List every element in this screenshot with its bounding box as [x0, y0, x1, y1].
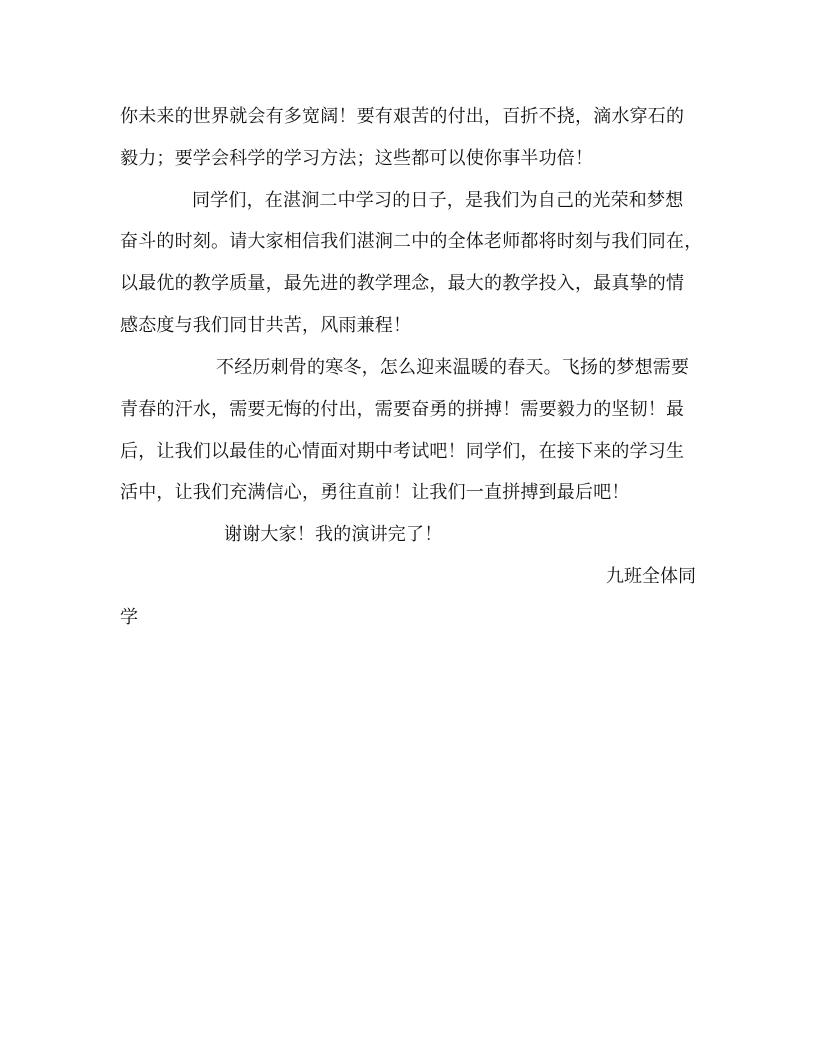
signature-line: 九班全体同	[606, 566, 696, 587]
paragraph-line-1: 你未来的世界就会有多宽阔！要有艰苦的付出，百折不挠，滴水穿石的	[120, 106, 685, 127]
signature-continuation: 学	[120, 607, 139, 628]
paragraph-line-3: 同学们，在湛涧二中学习的日子，是我们为自己的光荣和梦想	[192, 190, 684, 211]
paragraph-line-4: 奋斗的时刻。请大家相信我们湛涧二中的全体老师都将时刻与我们同在，	[120, 231, 703, 252]
paragraph-line-2: 毅力；要学会科学的学习方法；这些都可以使你事半功倍！	[120, 148, 594, 169]
closing-line: 谢谢大家！我的演讲完了！	[224, 524, 443, 545]
paragraph-line-9: 后，让我们以最佳的心情面对期中考试吧！同学们，在接下来的学习生	[120, 441, 685, 462]
paragraph-line-5: 以最优的教学质量，最先进的教学理念，最大的教学投入，最真挚的情	[120, 273, 685, 294]
paragraph-line-10: 活中，让我们充满信心，勇往直前！让我们一直拼搏到最后吧！	[120, 482, 630, 503]
paragraph-line-8: 青春的汗水，需要无悔的付出，需要奋勇的拼搏！需要毅力的坚韧！最	[120, 399, 685, 420]
paragraph-line-6: 感态度与我们同甘共苦，风雨兼程！	[120, 315, 412, 336]
paragraph-line-7: 不经历刺骨的寒冬，怎么迎来温暖的春天。飞扬的梦想需要	[216, 357, 690, 378]
